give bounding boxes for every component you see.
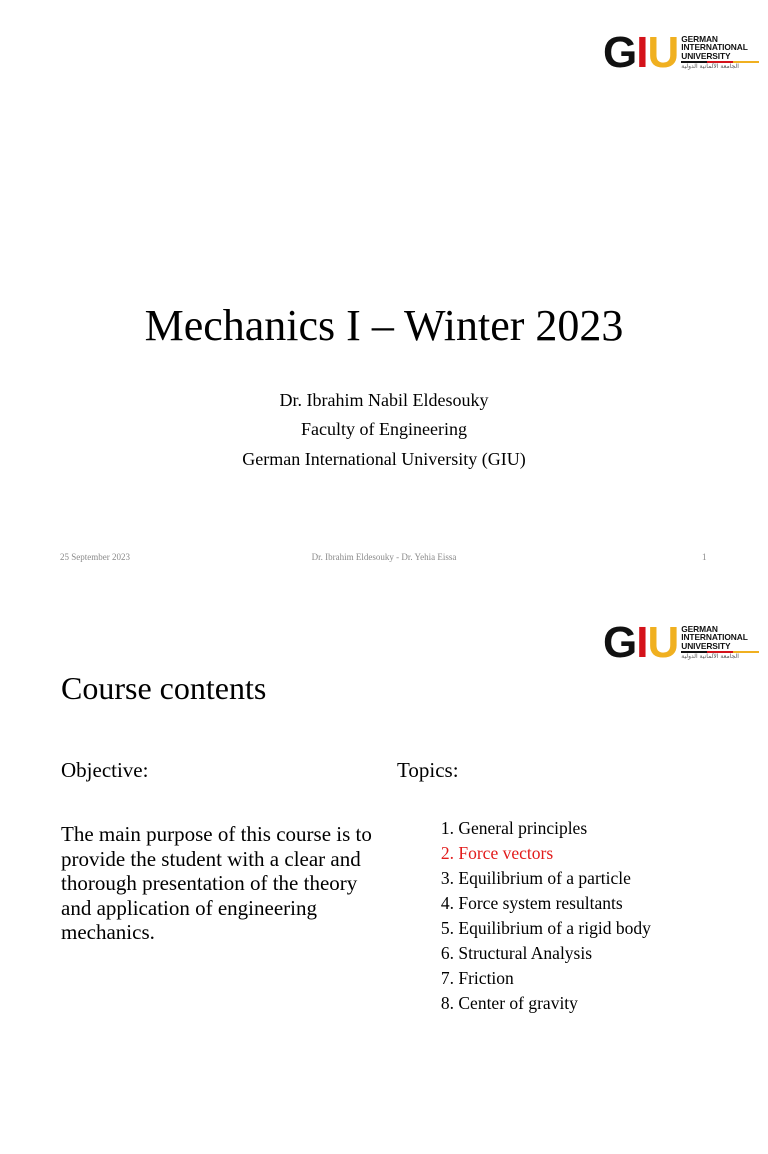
course-contents-slide	[0, 578, 768, 1154]
logo-letter-i: I	[636, 28, 648, 77]
slide-title: Mechanics I – Winter 2023	[144, 301, 624, 350]
logo-wordmark	[681, 35, 759, 72]
giu-logo-mark	[603, 28, 679, 77]
topic-item: 8. Center of gravity	[440, 993, 578, 1013]
author-name: Dr. Ibrahim Nabil Eldesouky	[279, 390, 489, 410]
logo-letter-u: U	[647, 618, 679, 667]
title-slide	[0, 0, 768, 576]
topics-heading: Topics:	[397, 758, 459, 782]
topic-item: 3. Equilibrium of a particle	[440, 868, 631, 888]
topic-item: 5. Equilibrium of a rigid body	[440, 918, 651, 938]
topic-item-current: 2. Force vectors	[440, 843, 554, 863]
giu-logo	[603, 28, 759, 77]
logo-letter-u: U	[647, 28, 679, 77]
logo-word: GERMAN	[681, 623, 718, 634]
logo-letter-i: I	[636, 618, 648, 667]
objective-heading: Objective:	[61, 758, 149, 782]
footer-presenters: Dr. Ibrahim Eldesouky - Dr. Yehia Eissa	[311, 552, 457, 562]
topic-item: 1. General principles	[440, 818, 588, 838]
logo-word: GERMAN	[681, 33, 718, 44]
topics-list	[420, 816, 651, 1016]
giu-logo-mark	[603, 618, 679, 667]
objective-text: The main purpose of this course is to provide the student with a clear and thorough presentation of the theory and application of engineering mechanics.	[61, 822, 372, 945]
logo-letter-g: G	[603, 28, 637, 77]
logo-word: UNIVERSITY	[681, 640, 731, 651]
footer-date: 25 September 2023	[60, 552, 130, 562]
giu-logo	[603, 618, 759, 667]
logo-letter-g: G	[603, 618, 637, 667]
logo-word: INTERNATIONAL	[681, 632, 748, 643]
logo-arabic-text: الجامعة الألمانية الدولية	[681, 63, 739, 71]
footer-page-number: 1	[702, 552, 707, 562]
topic-item: 4. Force system resultants	[440, 893, 623, 913]
slide-title: Course contents	[61, 670, 267, 706]
university-name: German International University (GIU)	[242, 449, 526, 469]
topic-item: 7. Friction	[440, 968, 514, 988]
logo-arabic-text: الجامعة الألمانية الدولية	[681, 653, 739, 661]
faculty-name: Faculty of Engineering	[301, 419, 467, 439]
logo-wordmark	[681, 625, 759, 662]
logo-word: UNIVERSITY	[681, 50, 731, 61]
topic-item: 6. Structural Analysis	[440, 943, 593, 963]
logo-word: INTERNATIONAL	[681, 42, 748, 53]
